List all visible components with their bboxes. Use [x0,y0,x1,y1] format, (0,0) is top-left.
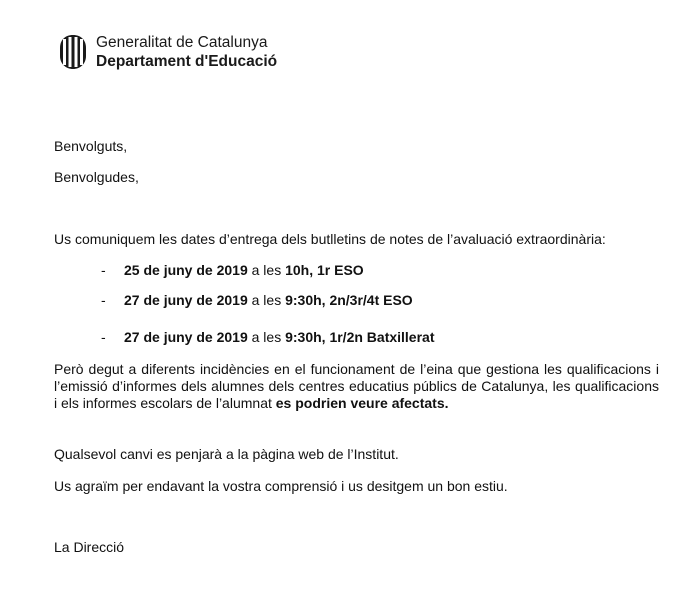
list-item-date: 27 de juny de 2019 [124,292,248,308]
notice-text: Però degut a diferents incidències en el funcionament de l’eina que gestiona les qualificacions i l’emissió d’informes dels alumnes dels centres educatius públics de Catalunya, les qualificacions i els informes escolars de l’alumnat [54,361,659,411]
greeting-2: Benvolgudes, [54,169,139,185]
notice-bold: es podrien veure afectats. [275,395,449,411]
list-item-detail: 10h, 1r ESO [285,262,364,278]
list-dash: - [101,329,106,345]
header-line2: Departament d'Educació [96,53,278,70]
list-item-connector: a les [247,262,286,278]
list-item-text [124,262,364,279]
list-item-date: 27 de juny de 2019 [124,329,248,345]
list-item-detail: 9:30h, 2n/3r/4t ESO [285,292,413,308]
list-item-detail: 9:30h, 1r/2n Batxillerat [285,329,435,345]
notice-paragraph [54,361,659,412]
list-dash: - [101,262,106,278]
list-dash: - [101,292,106,308]
list-item-connector: a les [247,292,286,308]
header-text [96,33,277,71]
list-item-date: 25 de juny de 2019 [124,262,248,278]
signature: La Direcció [54,539,125,555]
header-logo [58,33,277,71]
header-line1: Generalitat de Catalunya [96,34,268,51]
list-item-text [124,329,435,346]
list-item-connector: a les [247,329,286,345]
thanks-paragraph: Us agraïm per endavant la vostra comprensió i us desitgem un bon estiu. [54,478,508,494]
change-notice: Qualsevol canvi es penjarà a la pàgina web de l’Institut. [54,446,399,462]
list-item-text [124,292,413,309]
generalitat-stripes-icon [58,34,88,70]
intro-paragraph: Us comuniquem les dates d’entrega dels butlletins de notes de l’avaluació extraordinària: [54,231,606,247]
greeting-1: Benvolguts, [54,138,128,154]
